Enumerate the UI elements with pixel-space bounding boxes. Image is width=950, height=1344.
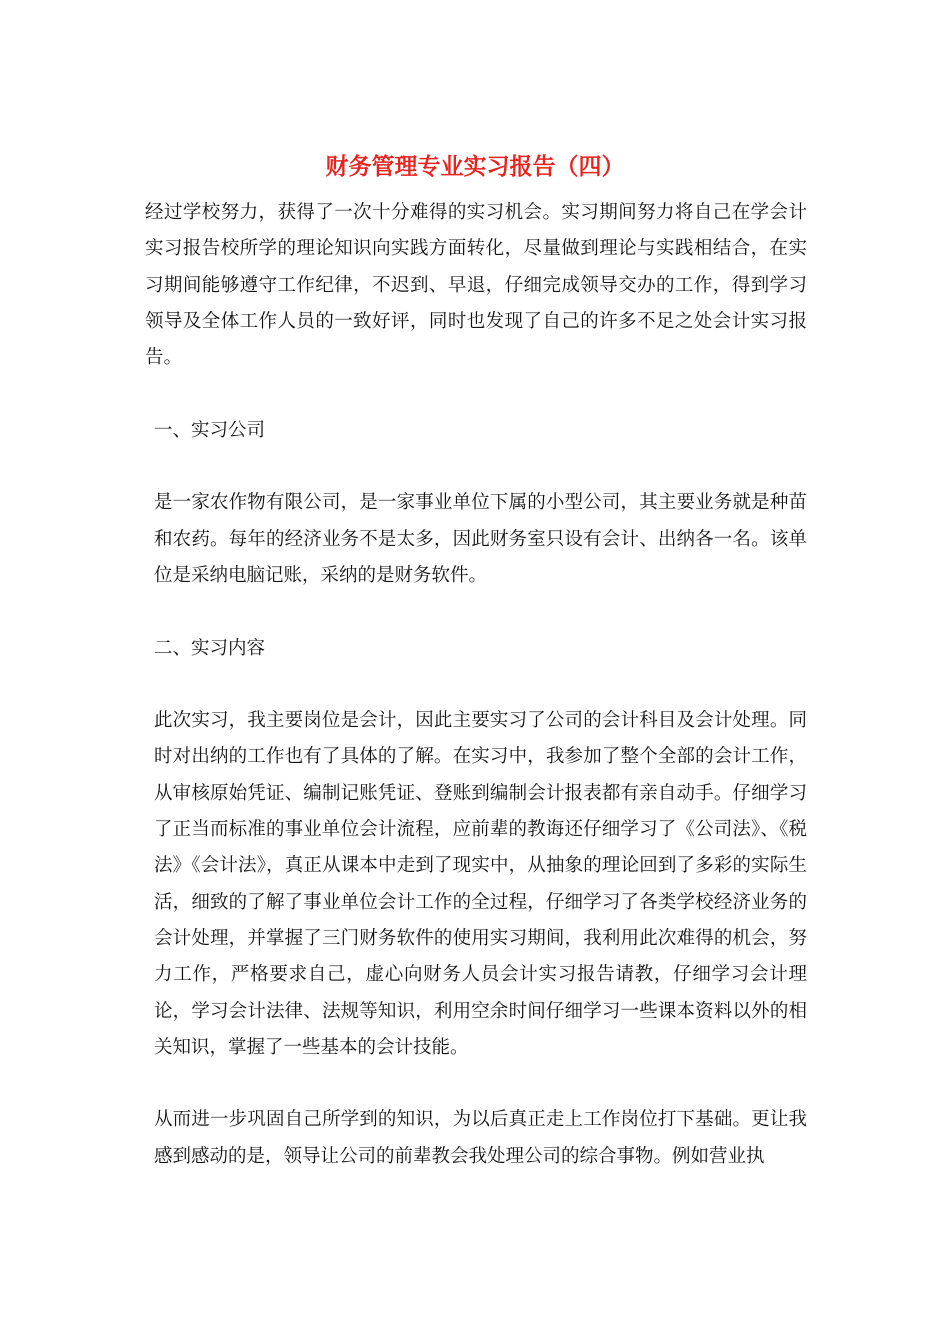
section-heading-company: 一、实习公司 <box>154 419 266 441</box>
document-body <box>145 195 807 1175</box>
paragraph-spacer <box>145 449 807 485</box>
paragraph-content: 此次实习，我主要岗位是会计，因此主要实习了公司的会计科目及会计处理。同时对出纳的工作也有了具体的了解。在实习中，我参加了整个全部的会计工作，从审核原始凭证、编制记账凭证、登账到编制会计报表都有亲自动手。仔细学习了正当而标准的事业单位会计流程，应前辈的教诲还仔细学习了《公司法》、《税法》《会计法》，真正从课本中走到了现实中，从抽象的理论回到了多彩的实际生活，细致的了解了事业单位会计工作的全过程，仔细学习了各类学校经济业务的会计处理，并掌握了三门财务软件的使用实习期间，我利用此次难得的机会，努力工作，严格要求自己，虚心向财务人员会计实习报告请教，仔细学习会计理论，学习会计法律、法规等知识，利用空余时间仔细学习一些课本资料以外的相关知识，掌握了一些基本的会计技能。 <box>154 710 807 1058</box>
paragraph-continuation: 从而进一步巩固自己所学到的知识，为以后真正走上工作岗位打下基础。更让我感到感动的是，领导让公司的前辈教会我处理公司的综合事物。例如营业执 <box>154 1109 807 1167</box>
paragraph-spacer <box>145 594 807 630</box>
document-title: 财务管理专业实习报告（四） <box>325 154 625 180</box>
paragraph-spacer <box>145 1066 807 1102</box>
paragraph-spacer <box>145 667 807 703</box>
paragraph-spacer <box>145 376 807 412</box>
section-heading-content: 二、实习内容 <box>154 637 266 659</box>
paragraph-company: 是一家农作物有限公司，是一家事业单位下属的小型公司，其主要业务就是种苗和农药。每年的经济业务不是太多，因此财务室只设有会计、出纳各一名。该单位是采纳电脑记账，采纳的是财务软件。 <box>154 492 807 586</box>
paragraph-intro: 经过学校努力，获得了一次十分难得的实习机会。实习期间努力将自己在学会计实习报告校所学的理论知识向实践方面转化，尽量做到理论与实践相结合，在实习期间能够遵守工作纪律，不迟到、早退，仔细完成领导交办的工作，得到学习领导及全体工作人员的一致好评，同时也发现了自己的许多不足之处会计实习报告。 <box>145 202 807 369</box>
